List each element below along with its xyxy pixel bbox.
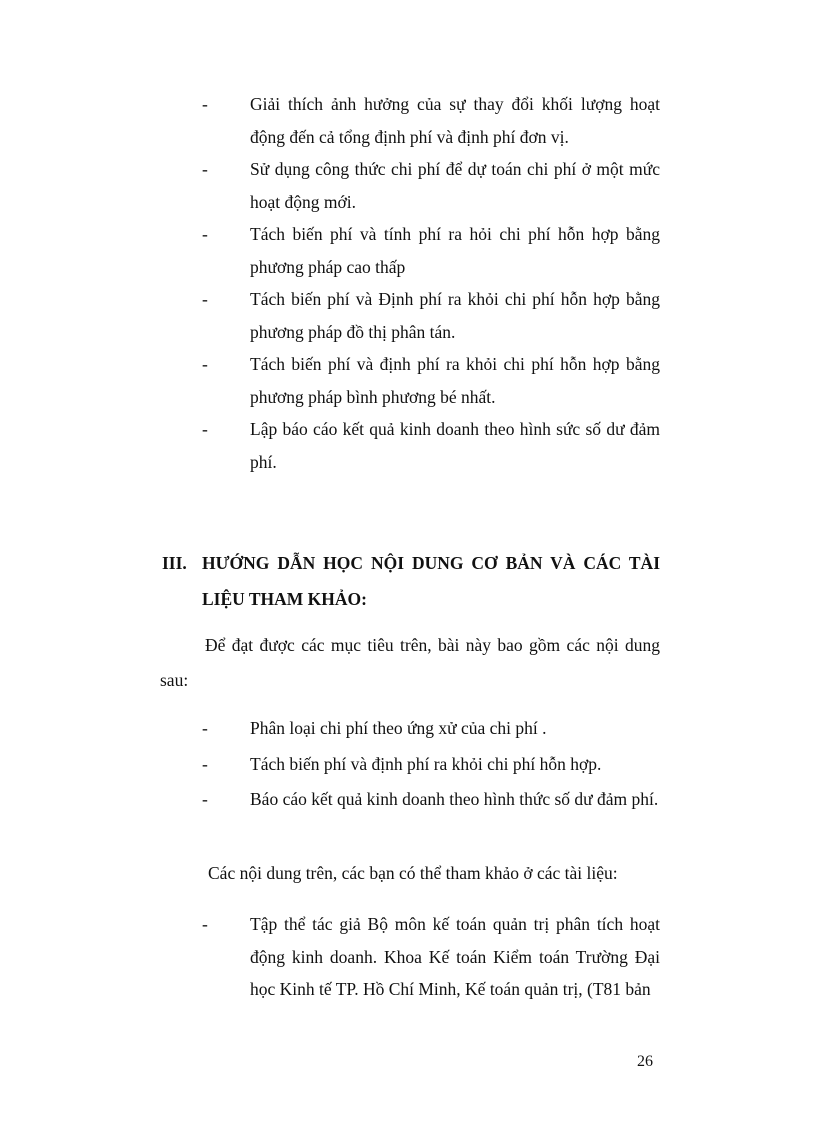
- list-item: [200, 348, 660, 413]
- section-heading: [162, 545, 660, 617]
- list-item-text: Lập báo cáo kết quả kinh doanh theo hình sức số dư đảm phí.: [250, 419, 660, 472]
- references-intro: Các nội dung trên, các bạn có thể tham khảo ở các tài liệu:: [208, 863, 618, 883]
- list-item-text: Tập thể tác giả Bộ môn kế toán quản trị phân tích hoạt động kinh doanh. Khoa Kế toán Kiểm toán Trường Đại học Kinh tế TP. Hồ Chí Minh, Kế toán quản trị, (T81 bản: [250, 914, 660, 999]
- bullet-dash: -: [202, 354, 208, 374]
- list-item: [200, 908, 660, 1006]
- list-item: [200, 218, 660, 283]
- bullet-dash: -: [202, 94, 208, 114]
- list-item-text: Báo cáo kết quả kinh doanh theo hình thức số dư đảm phí.: [250, 789, 659, 809]
- list-item-text: Phân loại chi phí theo ứng xử của chi phí .: [250, 718, 547, 738]
- bullet-dash: -: [202, 789, 208, 809]
- list-item-text: Tách biến phí và Định phí ra khỏi chi phí hỗn hợp bằng phương pháp đồ thị phân tán.: [250, 289, 660, 342]
- list-item-text: Tách biến phí và tính phí ra hỏi chi phí hỗn hợp bằng phương pháp cao thấp: [250, 224, 660, 277]
- bullet-dash: -: [202, 419, 208, 439]
- list-item: [200, 748, 660, 781]
- list-item: [200, 283, 660, 348]
- list-item-text: Tách biến phí và định phí ra khỏi chi phí hỗn hợp bằng phương pháp bình phương bé nhất.: [250, 354, 660, 407]
- bullet-dash: -: [202, 289, 208, 309]
- page-number: 26: [637, 1053, 653, 1070]
- section-title: HƯỚNG DẪN HỌC NỘI DUNG CƠ BẢN VÀ CÁC TÀI LIỆU THAM KHẢO:: [202, 553, 660, 609]
- bullet-dash: -: [202, 224, 208, 244]
- list-item: [200, 783, 660, 816]
- objectives-list: [200, 88, 660, 478]
- intro-paragraph: Để đạt được các mục tiêu trên, bài này bao gồm các nội dung sau:: [160, 635, 660, 690]
- list-item: [200, 712, 660, 745]
- list-item-text: Tách biến phí và định phí ra khỏi chi phí hỗn hợp.: [250, 753, 602, 774]
- list-item-text: Giải thích ảnh hưởng của sự thay đổi khối lượng hoạt động đến cả tổng định phí và định phí đơn vị.: [250, 94, 660, 147]
- bullet-dash: -: [202, 914, 208, 934]
- bullet-dash: -: [202, 718, 208, 738]
- list-item: [200, 413, 660, 478]
- section-number: III.: [162, 553, 187, 573]
- list-item-text: Sử dụng công thức chi phí để dự toán chi phí ở một mức hoạt động mới.: [250, 159, 660, 212]
- contents-list: [200, 712, 660, 819]
- bullet-dash: -: [202, 159, 208, 179]
- bullet-dash: -: [202, 753, 208, 774]
- references-list: [200, 908, 660, 1006]
- list-item: [200, 153, 660, 218]
- list-item: [200, 88, 660, 153]
